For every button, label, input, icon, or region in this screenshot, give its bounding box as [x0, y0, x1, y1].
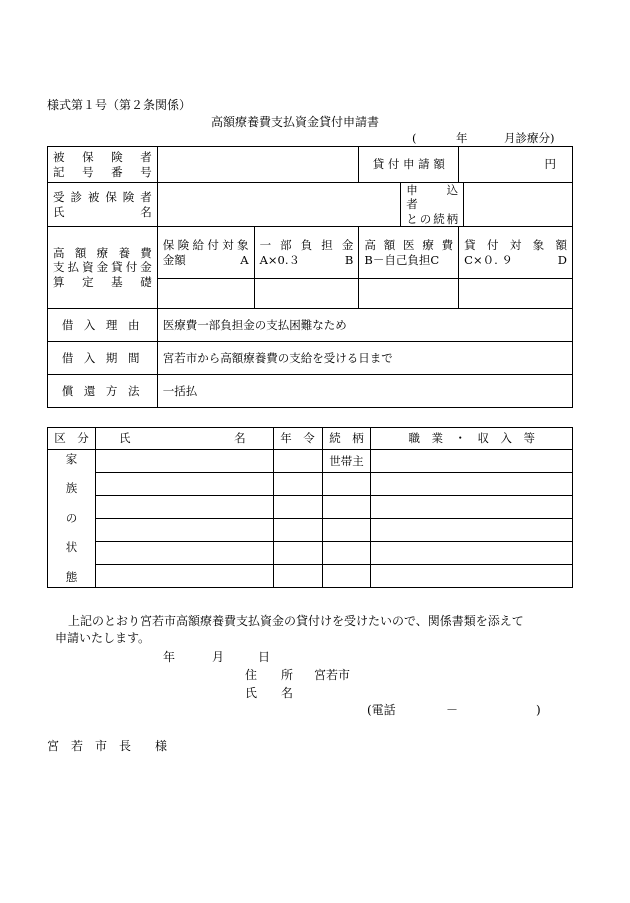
period-open: (: [412, 131, 417, 145]
family-name-cell[interactable]: [95, 565, 273, 588]
repayment-label: 償 還 方 法: [48, 375, 158, 408]
col-job-income: 職 業 ・ 収 入 等: [371, 428, 573, 450]
address-label: 住 所: [245, 668, 294, 682]
col-a-header: 保険給付対象 金額 A: [157, 227, 254, 279]
insured-number-label: 被 保 険 者 記 号 番 号: [48, 147, 158, 183]
family-relation-cell[interactable]: [322, 473, 371, 496]
name-label: 氏 名: [245, 686, 294, 700]
family-job-cell[interactable]: [371, 450, 573, 473]
reason-value: 医療費一部負担金の支払困難なため: [157, 309, 572, 342]
col-relation: 続 柄: [322, 428, 371, 450]
statement-line-1: 上記のとおり宮若市高額療養費支払資金の貸付けを受けたいので、関係書類を添えて: [68, 614, 524, 628]
family-age-cell[interactable]: [273, 542, 322, 565]
date-year: 年: [163, 650, 176, 664]
addressee: 宮 若 市 長 様: [47, 739, 168, 753]
col-c-header: 高 額 医 療 費 B－自己負担C: [359, 227, 459, 279]
col-name: 氏 名: [95, 428, 273, 450]
family-name-cell[interactable]: [95, 496, 273, 519]
loan-period-value: 宮若市から高額療養費の支給を受ける日まで: [157, 342, 572, 375]
page-title: 高額療養費支払資金貸付申請書: [211, 115, 380, 129]
family-age-cell[interactable]: [273, 565, 322, 588]
family-age-cell[interactable]: [273, 519, 322, 542]
col-b-header: 一 部 負 担 金 A×0.３ B: [254, 227, 359, 279]
col-d-header: 貸 付 対 象 額 C×０. ９ D: [459, 227, 573, 279]
family-relation-cell[interactable]: [322, 519, 371, 542]
loan-period-label: 借 入 期 間: [48, 342, 158, 375]
family-table: [47, 427, 573, 588]
reason-label: 借 入 理 由: [48, 309, 158, 342]
family-name-cell[interactable]: [95, 450, 273, 473]
family-job-cell[interactable]: [371, 519, 573, 542]
calculation-basis-label: 高 額 療 養 費 支払資金貸付金 算 定 基 礎: [48, 227, 158, 309]
family-job-cell[interactable]: [371, 496, 573, 519]
phone-dash: －: [446, 703, 459, 717]
date-month: 月: [212, 650, 225, 664]
date-day: 日: [258, 650, 271, 664]
phone-open: (電話: [367, 703, 396, 717]
yen-label: 円: [544, 157, 556, 172]
head-of-household: 世帯主: [322, 450, 371, 473]
col-age: 年 令: [273, 428, 322, 450]
applicant-relation-field[interactable]: [464, 183, 573, 227]
applicant-relation-label: 申 込 者 との続柄: [401, 183, 464, 227]
col-kubun: 区 分: [48, 428, 96, 450]
col-a-value[interactable]: [157, 279, 254, 309]
insured-number-field[interactable]: [157, 147, 359, 183]
period-month: 月診療分): [504, 131, 555, 145]
col-d-value[interactable]: [459, 279, 573, 309]
col-b-value[interactable]: [254, 279, 359, 309]
family-status-side-label: 家 族 の 状 態: [48, 450, 96, 588]
application-table: [47, 146, 573, 408]
family-relation-cell[interactable]: [322, 496, 371, 519]
statement-line-2: 申請いたします。: [55, 631, 151, 645]
loan-amount-field[interactable]: [459, 147, 573, 183]
period-year: 年: [456, 131, 468, 145]
family-name-cell[interactable]: [95, 519, 273, 542]
family-job-cell[interactable]: [371, 542, 573, 565]
family-relation-cell[interactable]: [322, 542, 371, 565]
family-job-cell[interactable]: [371, 473, 573, 496]
family-name-cell[interactable]: [95, 542, 273, 565]
patient-name-label: 受診被保険者 氏 名: [48, 183, 158, 227]
patient-name-field[interactable]: [157, 183, 401, 227]
repayment-value: 一括払: [157, 375, 572, 408]
family-relation-cell[interactable]: [322, 565, 371, 588]
family-age-cell[interactable]: [273, 496, 322, 519]
phone-close: ): [536, 703, 541, 717]
form-number: 様式第１号（第２条関係）: [47, 98, 192, 112]
address-value: 宮若市: [314, 668, 351, 682]
family-job-cell[interactable]: [371, 565, 573, 588]
family-age-cell[interactable]: [273, 450, 322, 473]
col-c-value[interactable]: [359, 279, 459, 309]
loan-amount-label: 貸 付 申 請 額: [359, 147, 459, 183]
family-age-cell[interactable]: [273, 473, 322, 496]
family-name-cell[interactable]: [95, 473, 273, 496]
